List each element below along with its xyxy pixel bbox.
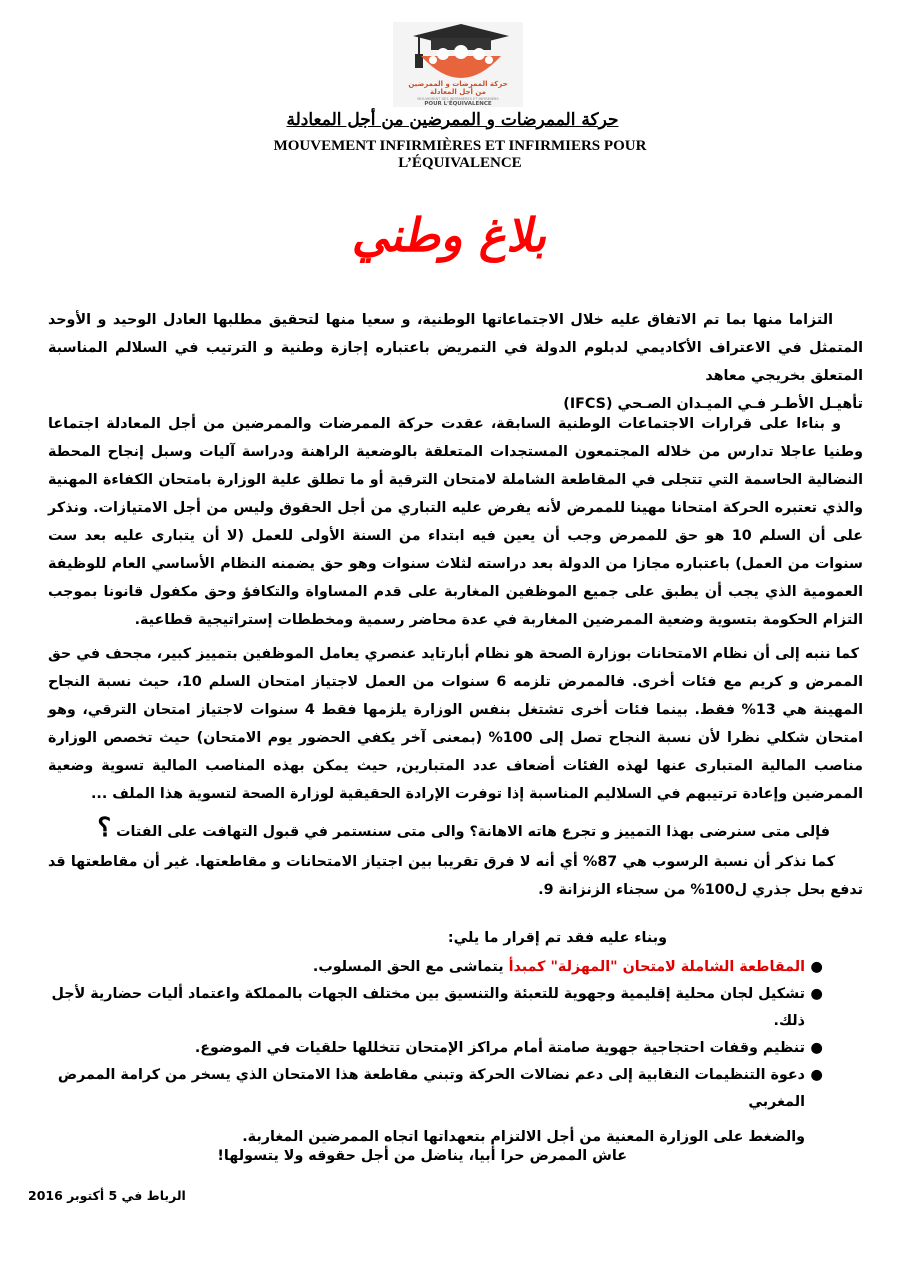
- bullet-icon: ●: [810, 986, 823, 1002]
- decision-text: دعوة التنظيمات النقابية إلى دعم نضالات الحركة وتبني مقاطعة هذا الامتحان الذي يسخر من كرامة الممرض المغربي: [57, 1067, 805, 1110]
- rhetorical-question-text: فإلى متى سنرضى بهذا التمييز و تجرع هاته الاهانة؟ والى متى سنستمر في قبول التهافت على الفتات: [116, 824, 830, 840]
- decision-item: [37, 981, 827, 1035]
- decision-text: يتماشى مع الحق المسلوب.: [312, 959, 509, 975]
- paragraph-exam-system-text: كما ننبه إلى أن نظام الامتحانات بوزارة الصحة هو نظام أبارتايد عنصري يعامل الموظفين بتمييز كبير، مجحف في حق الممرض و كريم مع فئات أخرى. فالممرض تلزمه 6 سنوات من العمل لاجتياز امتحان السلم 10، حيث نسبة النجاح المهينة هي 13% فقط. بينما فئات أخرى تشتغل بنفس الوزارة يلزمها فقط 4 سنوات لاجتياز امتحان الترقي، وهو امتحان شكلي نظرا لأن نسبة النجاح تصل إلى 100% (بمعنى آخر يكفي الحضور يوم الامتحان) حيث تخصص الوزارة مناصب المالية المتبارى عنها لهذه الفئات أضعاف عدد المتبارين, حيث يمكن بهذه المناصب المالية تسوية وضعية الممرضين وإعادة ترتيبهم في السلاليم المناسبة إذا توفرت الإرادة الحقيقية لوزارة الصحة لتسوية هذا الملف ...: [48, 646, 864, 802]
- decision-highlight: المقاطعة الشاملة لامتحان "المهزلة" كمبدأ: [508, 959, 805, 975]
- logo-caption-fr: POUR L'ÉQUIVALENCE: [424, 101, 492, 107]
- organization-name-french: MOUVEMENT INFIRMIÈRES ET INFIRMIERS POUR L’ÉQUIVALENCE: [273, 138, 647, 171]
- decision-item: [37, 1035, 827, 1062]
- document-date: الرباط في 5 أكتوبر 2016: [28, 1188, 186, 1203]
- paragraph-intro: [48, 306, 863, 418]
- paragraph-meeting-text: و بناءا على قرارات الاجتماعات الوطنية السابقة، عقدت حركة الممرضات والممرضين من أجل المعادلة اجتماعا وطنيا عاجلا تدارس من خلاله المجتمعون المستجدات المتعلقة بالوضعية الراهنة ودراسة آليات وسبل إنجاح المحطة النضالية الحاسمة التي تتجلى في المقاطعة الشاملة لامتحان الترقية أو ما تطلق علية الوزارة بامتحان الكفاءة المهنية والذي تعتبره الحركة امتحانا مهينا للممرض لأنه يفرض عليه التباري من أجل الحقوق وليس من أجل الامتيازات. ونذكر على أن السلم 10 هو حق للممرض وجب أن يعين فيه ابتداء من السنة الأولى للعمل (لا أن يتبارى عليه بعد ست سنوات من العمل) باعتباره مجازا من الدولة بعد دراسته لثلاث سنوات وهو حق يضمنه النظام الأساسي العام للوظيفة العمومية الذي يجب أن يطبق على جميع الموظفين المغاربة على قدم المساواة والتكافؤ وحق مكفول قانونا بموجب التزام الحكومة بتسوية وضعية الممرضين المغاربة في عدة محاضر رسمية ومخططات إستراتيجية قطاعية.: [48, 416, 864, 628]
- question-mark-icon: ؟: [97, 813, 112, 842]
- decision-text: تشكيل لجان محلية إقليمية وجهوية للتعبئة والتنسيق بين مختلف الجهات بالمملكة واعتماد أليات حضارية لأجل ذلك.: [51, 986, 805, 1029]
- decision-item: [37, 954, 827, 981]
- document-title: بلاغ وطني: [349, 208, 556, 262]
- decision-text-continuation: والضغط على الوزارة المعنية من أجل الالتزام بتعهداتها اتجاه الممرضين المغاربة.: [242, 1129, 805, 1145]
- closing-slogan: عاش الممرض حرا أبيا، يناضل من أجل حقوقه ولا يتسولها!: [217, 1148, 627, 1164]
- paragraph-failure-rate: [48, 848, 863, 904]
- paragraph-exam-system: [48, 640, 863, 808]
- paragraph-failure-rate-text: كما نذكر أن نسبة الرسوب هي 87% أي أنه لا فرق تقريبا بين اجتياز الامتحانات و مقاطعتها. غير أن مقاطعتها قد تدفع بحل جذري ل100% من سجناء الزنزانة 9.: [48, 854, 863, 898]
- decisions-list: [37, 954, 827, 1151]
- decisions-intro: وبناء عليه فقد تم إقرار ما يلي:: [447, 930, 667, 946]
- decision-text: تنظيم وقفات احتجاجية جهوية صامتة أمام مراكز الإمتحان تتخللها حلقيات في الموضوع.: [194, 1040, 805, 1056]
- rhetorical-question: [97, 814, 830, 846]
- logo-caption-ar-2: من أجل المعادلة: [430, 88, 486, 96]
- logo-caption-fr-small: MOUVEMENT DES INFIRMIÈRES ET INFIRMIERS: [417, 97, 499, 101]
- paragraph-intro-last-line: تأهيـل الأطـر فـي الميـدان الصـحي (IFCS): [563, 396, 863, 412]
- logo-caption-ar: حركة الممرضات و الممرضين: [408, 80, 508, 88]
- organization-name-arabic: حركة الممرضات و الممرضين من أجل المعادلة: [286, 110, 619, 130]
- bullet-icon: ●: [810, 959, 823, 975]
- paragraph-intro-text: التزاما منها بما تم الاتفاق عليه خلال الاجتماعاتها الوطنية، و سعيا منها لتحقيق مطلبها العادل الوحيد و الأوحد المتمثل في الاعتراف الأكاديمي لدبلوم الدولة في التمريض باعتباره إجازة وطنية و الترتيب في السلالم المناسبة المتعلق بخريجي معاهد: [48, 312, 863, 384]
- decision-item: [37, 1062, 827, 1151]
- paragraph-meeting: [48, 410, 863, 634]
- bullet-icon: ●: [810, 1067, 823, 1083]
- organization-logo: [393, 22, 523, 107]
- bullet-icon: ●: [810, 1040, 823, 1056]
